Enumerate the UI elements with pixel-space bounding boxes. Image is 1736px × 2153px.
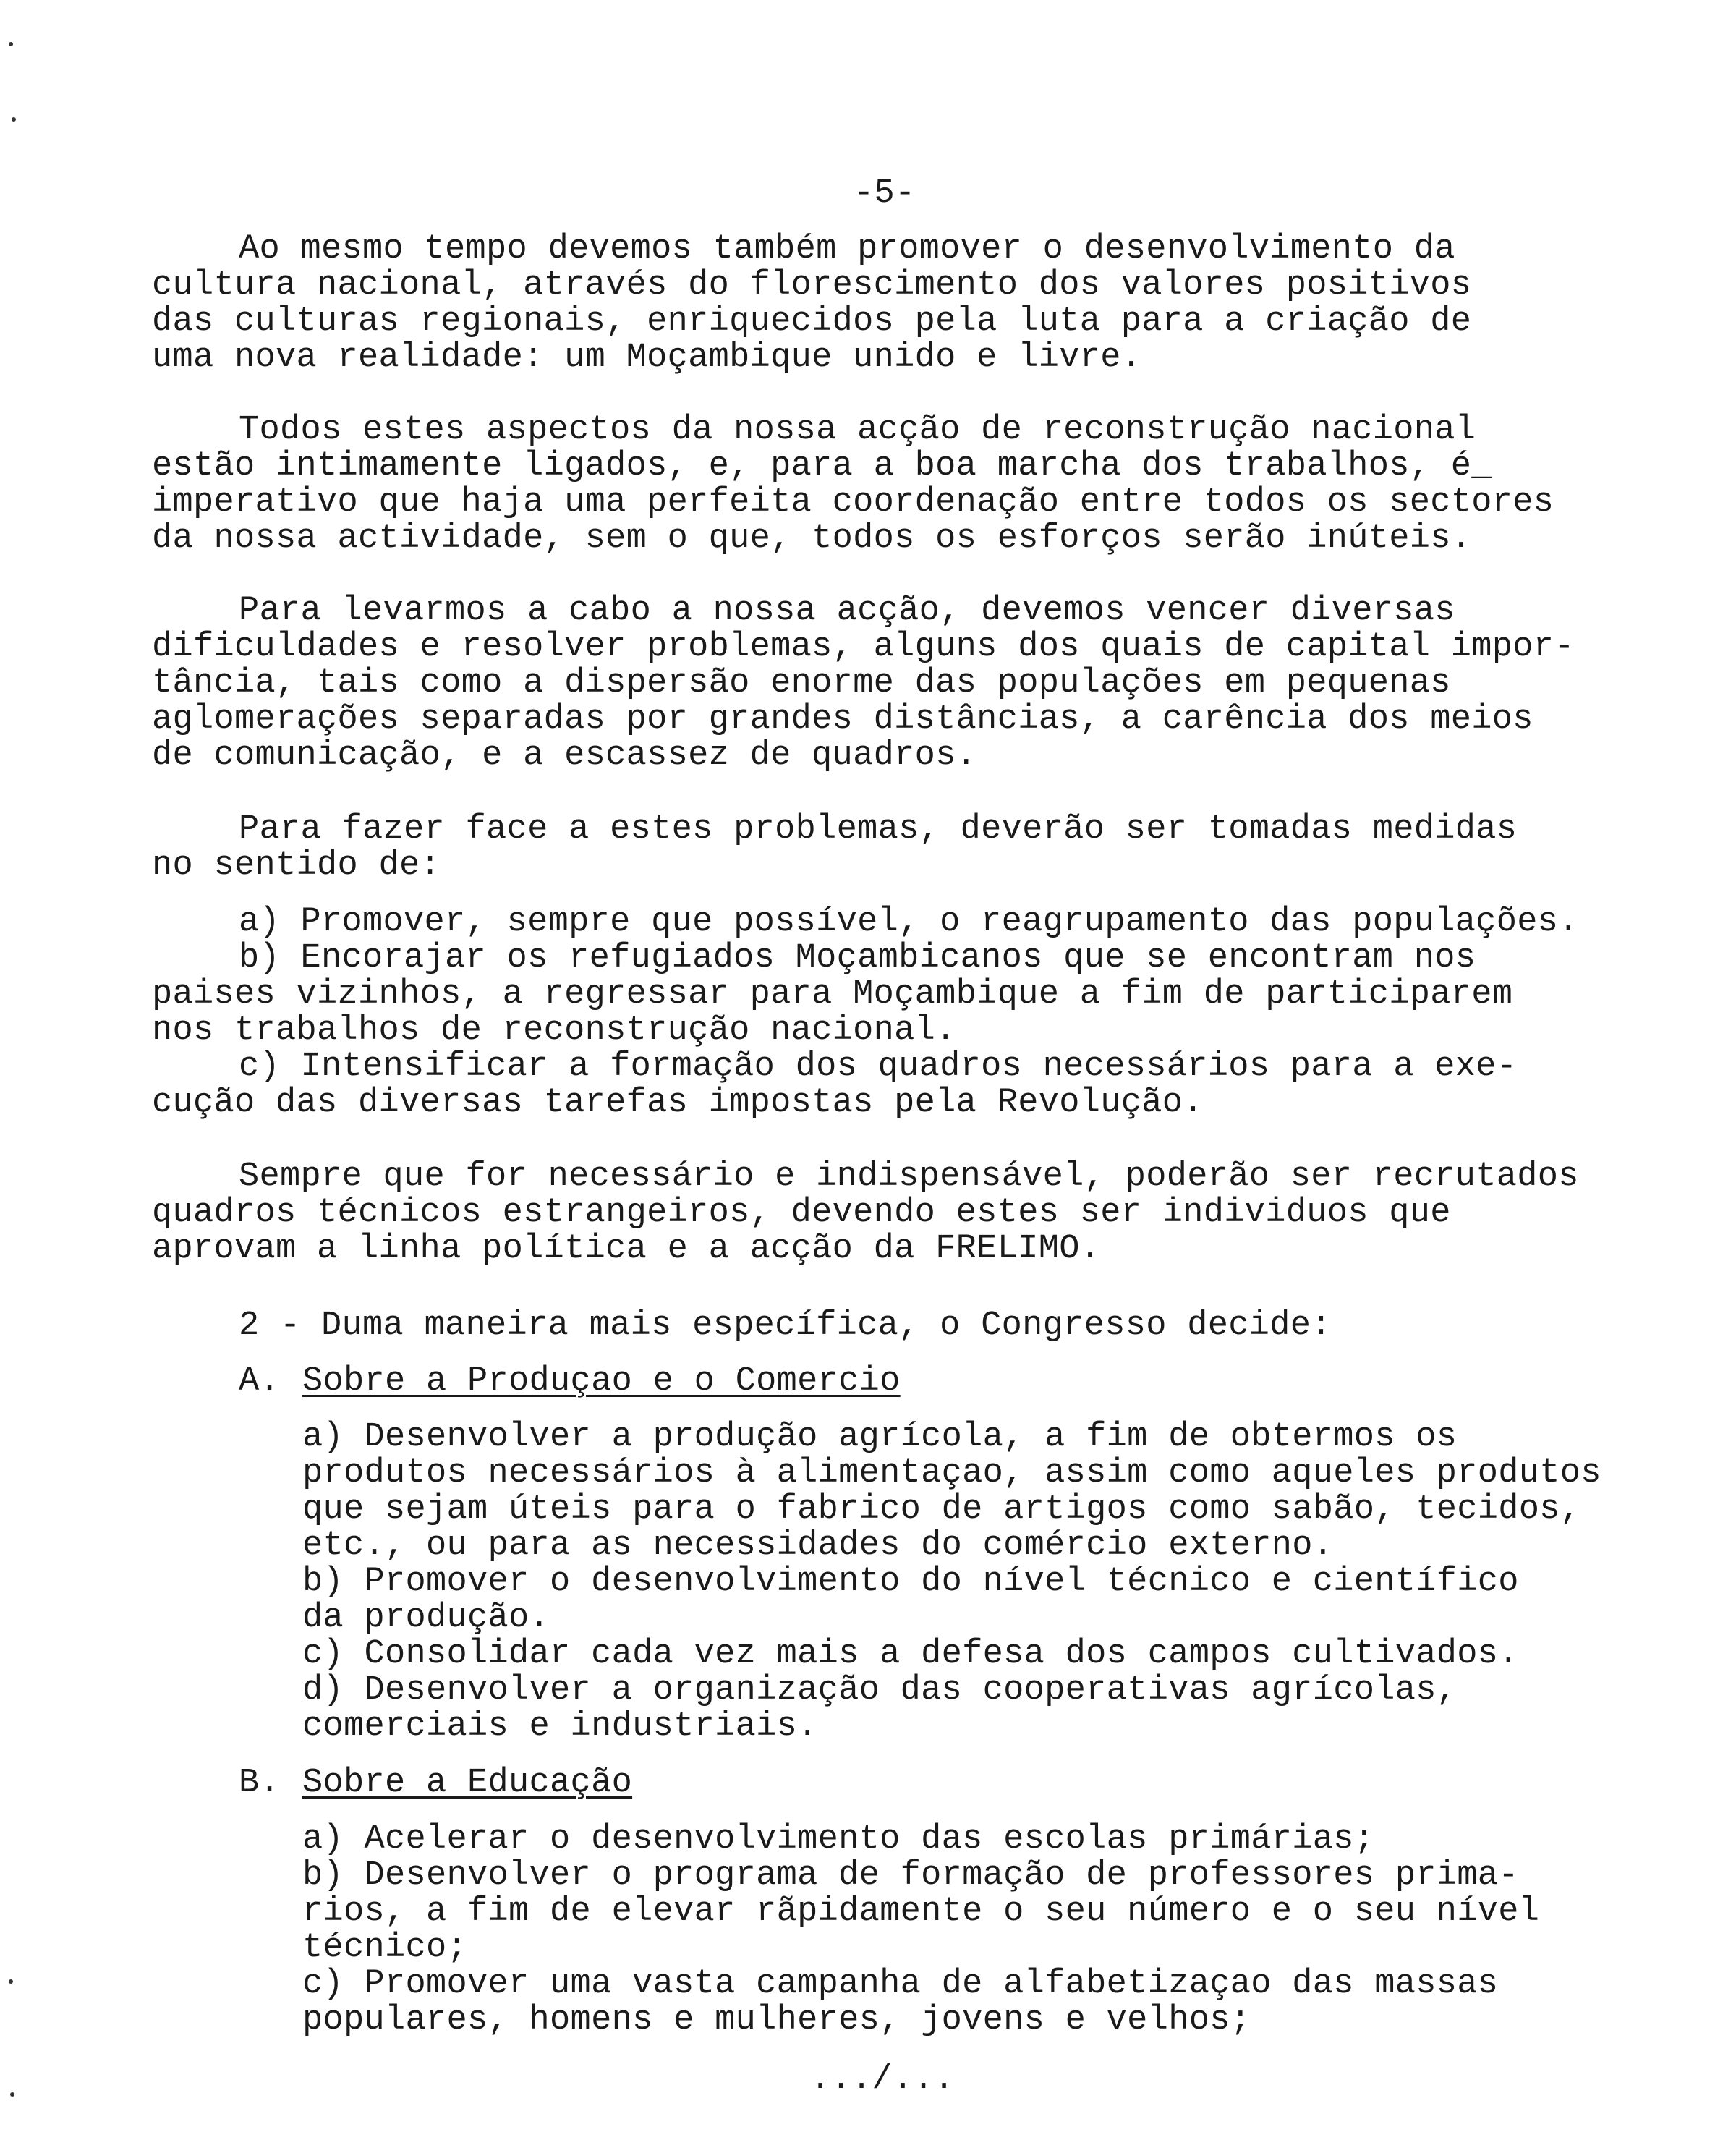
section-line: d) Desenvolver a organização das cooperativas agrícolas,	[302, 1671, 1458, 1710]
paragraph-line: aprovam a linha política e a acção da FRELIMO.	[152, 1230, 1101, 1268]
continuation-mark: .../...	[810, 2060, 955, 2099]
section-2-intro: 2 - Duma maneira mais específica, o Congresso decide:	[239, 1307, 1332, 1345]
section-line: produtos necessários à alimentaçao, assim como aqueles produtos	[302, 1454, 1601, 1492]
section-letter: B.	[239, 1764, 281, 1802]
paragraph-line: Ao mesmo tempo devemos também promover o desenvolvimento da	[239, 230, 1455, 268]
section-line: c) Consolidar cada vez mais a defesa dos campos cultivados.	[302, 1635, 1519, 1673]
section-line: a) Acelerar o desenvolvimento das escolas primárias;	[302, 1820, 1375, 1859]
paragraph-line: quadros técnicos estrangeiros, devendo estes ser individuos que	[152, 1194, 1451, 1232]
list-item: cução das diversas tarefas impostas pela Revolução.	[152, 1084, 1204, 1122]
section-letter: A.	[239, 1362, 281, 1401]
paragraph-line: cultura nacional, através do florescimento dos valores positivos	[152, 266, 1472, 305]
section-heading: Sobre a Produçao e o Comercio	[302, 1362, 901, 1401]
paragraph-line: uma nova realidade: um Moçambique unido e livre.	[152, 339, 1142, 377]
paragraph-line: estão intimamente ligados, e, para a boa marcha dos trabalhos, é_	[152, 447, 1492, 485]
list-item: c) Intensificar a formação dos quadros necessários para a exe-	[239, 1048, 1518, 1086]
section-line: da produção.	[302, 1599, 550, 1637]
page-number: -5-	[854, 174, 916, 213]
scan-speck	[9, 1979, 13, 1984]
section-line: comerciais e industriais.	[302, 1707, 818, 1746]
list-item: b) Encorajar os refugiados Moçambicanos que se encontram nos	[239, 939, 1476, 977]
scan-speck	[10, 2092, 14, 2097]
paragraph-line: das culturas regionais, enriquecidos pela luta para a criação de	[152, 302, 1472, 341]
section-line: a) Desenvolver a produção agrícola, a fim de obtermos os	[302, 1418, 1458, 1456]
section-line: que sejam úteis para o fabrico de artigos como sabão, tecidos,	[302, 1490, 1581, 1529]
list-item: a) Promover, sempre que possível, o reagrupamento das populações.	[239, 903, 1579, 941]
section-line: c) Promover uma vasta campanha de alfabetizaçao das massas	[302, 1965, 1499, 2003]
section-line: rios, a fim de elevar rãpidamente o seu número e o seu nível	[302, 1893, 1540, 1931]
paragraph-line: dificuldades e resolver problemas, alguns dos quais de capital impor-	[152, 628, 1575, 666]
list-item: nos trabalhos de reconstrução nacional.	[152, 1011, 956, 1050]
paragraph-line: Para fazer face a estes problemas, deverão ser tomadas medidas	[239, 810, 1518, 849]
section-line: b) Promover o desenvolvimento do nível técnico e científico	[302, 1563, 1519, 1601]
section-line: técnico;	[302, 1929, 468, 1967]
paragraph-line: aglomerações separadas por grandes distâncias, a carência dos meios	[152, 700, 1533, 739]
scan-speck	[9, 42, 13, 46]
paragraph-line: Todos estes aspectos da nossa acção de reconstrução nacional	[239, 411, 1476, 449]
paragraph-line: no sentido de:	[152, 846, 441, 885]
section-line: populares, homens e mulheres, jovens e velhos;	[302, 2001, 1251, 2039]
section-line: etc., ou para as necessidades do comércio externo.	[302, 1526, 1334, 1565]
paragraph-line: da nossa actividade, sem o que, todos os esforços serão inúteis.	[152, 519, 1472, 558]
paragraph-line: de comunicação, e a escassez de quadros.	[152, 736, 977, 775]
paragraph-line: Sempre que for necessário e indispensável, poderão ser recrutados	[239, 1158, 1579, 1196]
section-line: b) Desenvolver o programa de formação de professores prima-	[302, 1856, 1519, 1895]
paragraph-line: Para levarmos a cabo a nossa acção, devemos vencer diversas	[239, 592, 1455, 630]
scan-speck	[12, 117, 16, 122]
list-item: paises vizinhos, a regressar para Moçambique a fim de participarem	[152, 975, 1513, 1014]
section-heading: Sobre a Educação	[302, 1764, 633, 1802]
paragraph-line: tância, tais como a dispersão enorme das populações em pequenas	[152, 664, 1451, 702]
paragraph-line: imperativo que haja uma perfeita coordenação entre todos os sectores	[152, 483, 1554, 522]
